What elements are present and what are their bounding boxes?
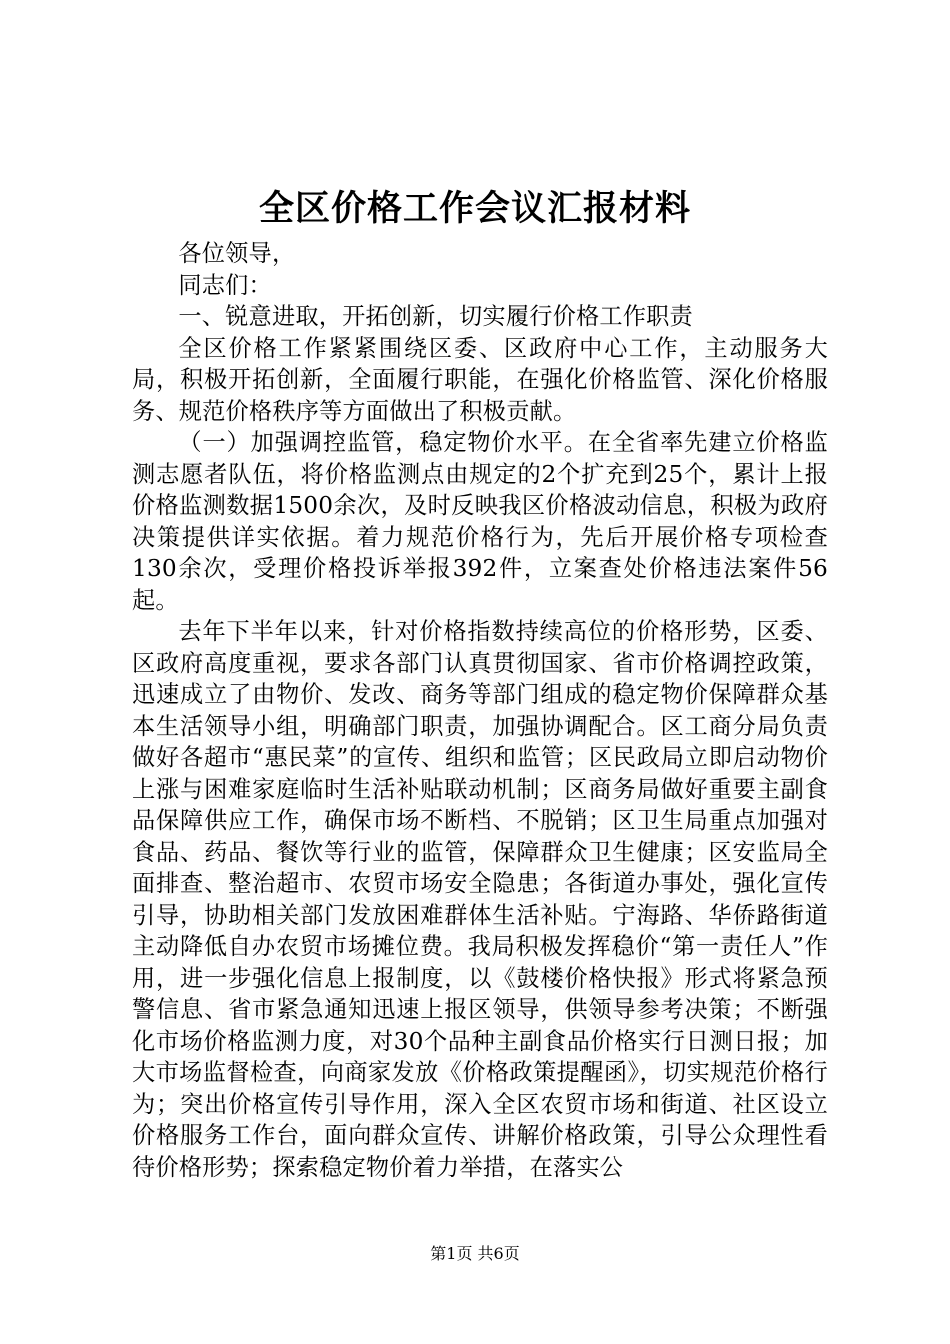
paragraph-regulation: （一）加强调控监管，稳定物价水平。在全省率先建立价格监测志愿者队伍，将价格监测点由规定的2个扩充到25个，累计上报价格监测数据1500余次，及时反映我区价格波动信息，积极为政府决策提供详实依据。着力规范价格行为，先后开展价格专项检查130余次，受理价格投诉举报392件，立案查处价格违法案件56起。 — [132, 429, 828, 614]
document-body — [132, 238, 828, 1183]
document-title: 全区价格工作会议汇报材料 — [258, 189, 691, 229]
paragraph-overview: 全区价格工作紧紧围绕区委、区政府中心工作，主动服务大局，积极开拓创新，全面履行职能，在强化价格监管、深化价格服务、规范价格秩序等方面做出了积极贡献。 — [132, 334, 828, 425]
page-number-footer: 第1页 共6页 — [430, 1244, 520, 1263]
salutation-comrades: 同志们： — [178, 271, 272, 299]
paragraph-measures: 去年下半年以来，针对价格指数持续高位的价格形势，区委、区政府高度重视，要求各部门认真贯彻国家、省市价格调控政策，迅速成立了由物价、发改、商务等部门组成的稳定物价保障群众基本生活领导小组，明确部门职责，加强协调配合。区工商分局负责做好各超市“惠民菜”的宣传、组织和监管；区民政局立即启动物价上涨与困难家庭临时生活补贴联动机制；区商务局做好重要主副食品保障供应工作，确保市场不断档、不脱销；区卫生局重点加强对食品、药品、餐饮等行业的监管，保障群众卫生健康；区安监局全面排查、整治超市、农贸市场安全隐患；各街道办事处，强化宣传引导，协助相关部门发放困难群体生活补贴。宁海路、华侨路街道主动降低自办农贸市场摊位费。我局积极发挥稳价“第一责任人”作用，进一步强化信息上报制度，以《鼓楼价格快报》形式将紧急预警信息、省市紧急通知迅速上报区领导，供领导参考决策；不断强化市场价格监测力度，对30个品种主副食品价格实行日测日报；加大市场监督检查，向商家发放《价格政策提醒函》，切实规范价格行为；突出价格宣传引导作用，深入全区农贸市场和街道、社区设立价格服务工作台，面向群众宣传、讲解价格政策，引导公众理性看待价格形势；探索稳定物价着力举措，在落实公 — [132, 618, 828, 1181]
salutation-leaders: 各位领导， — [178, 240, 296, 267]
section-heading-1: 一、锐意进取，开拓创新，切实履行价格工作职责 — [178, 303, 693, 330]
